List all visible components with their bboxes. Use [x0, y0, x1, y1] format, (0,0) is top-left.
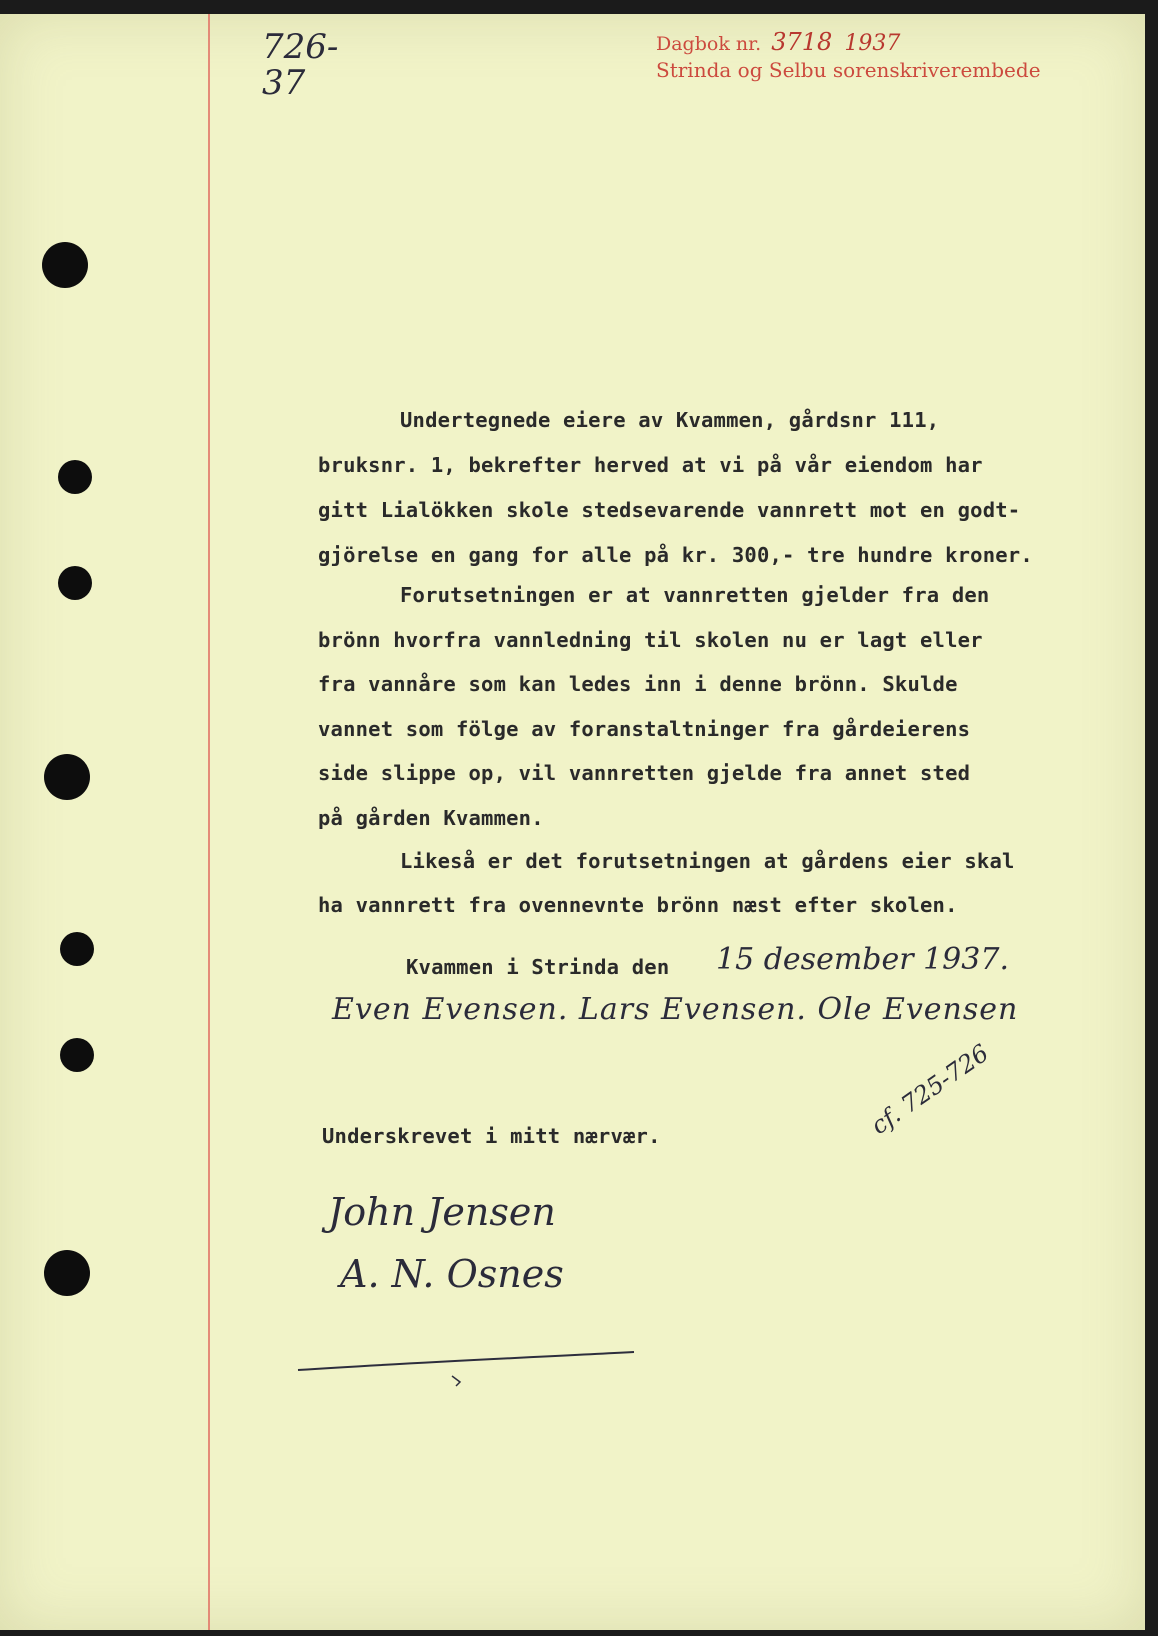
- text-line: fra vannåre som kan ledes inn i denne brönn. Skulde: [318, 672, 958, 696]
- owner-signatures: Even Evensen. Lars Evensen. Ole Evensen: [332, 992, 1019, 1027]
- text-line: gitt Lialökken skole stedsevarende vannrett mot en godt-: [318, 498, 1021, 522]
- text-line: bruksnr. 1, bekrefter herved at vi på vår eiendom har: [318, 453, 983, 477]
- stamp-dagbok-label: Dagbok nr.: [656, 33, 762, 55]
- place-date-line: Kvammen i Strinda den: [406, 955, 670, 979]
- document-page: [0, 14, 1145, 1630]
- witness-line: Underskrevet i mitt nærvær.: [322, 1124, 661, 1148]
- stamp-office: Strinda og Selbu sorenskriverembede: [656, 58, 1041, 82]
- text-line: brönn hvorfra vannledning til skolen nu er lagt eller: [318, 627, 983, 652]
- text-line: Forutsetningen er at vannretten gjelder fra den: [400, 583, 990, 607]
- text-line: Likeså er det forutsetningen at gårdens eier skal: [400, 849, 1015, 873]
- witness-signature-2: A. N. Osnes: [340, 1252, 564, 1296]
- text-line: side slippe op, vil vannretten gjelde fra annet sted: [318, 761, 971, 785]
- handwritten-date: 15 desember 1937.: [716, 942, 1009, 977]
- text-line: gjörelse en gang for alle på kr. 300,- tre hundre kroner.: [318, 543, 1033, 567]
- text-line: Undertegnede eiere av Kvammen, gårdsnr 111,: [400, 408, 940, 432]
- text-line: vannet som fölge av foranstaltninger fra gårdeierens: [318, 716, 971, 741]
- margin-note: cf. 725-726: [865, 1038, 994, 1140]
- stamp-year: 1937: [844, 31, 901, 56]
- signature-underline: [0, 14, 1145, 1630]
- reference-number-bottom: 37: [262, 63, 306, 103]
- text-line: på gården Kvammen.: [318, 805, 544, 830]
- stamp-dagbok-number: 3718: [771, 28, 833, 56]
- text-line: ha vannrett fra ovennevnte brönn næst efter skolen.: [318, 893, 958, 917]
- reference-number-top: 726-: [262, 27, 339, 67]
- witness-signature-1: John Jensen: [328, 1190, 556, 1234]
